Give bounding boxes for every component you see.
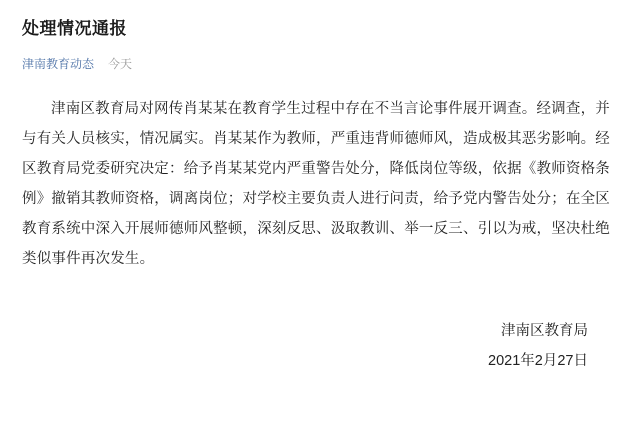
article-meta <box>22 56 610 72</box>
signature-date: 2021年2月27日 <box>488 353 588 369</box>
article-source-link[interactable]: 津南教育动态 <box>22 57 95 71</box>
page-title: 处理情况通报 <box>22 19 127 38</box>
article-timestamp: 今天 <box>108 57 133 71</box>
signature-block <box>22 316 610 376</box>
signature-organization: 津南区教育局 <box>501 323 588 339</box>
article-body: 津南区教育局对网传肖某某在教育学生过程中存在不当言论事件展开调查。经调查，并与有关人员核实，情况属实。肖某某作为教师，严重违背师德师风，造成极其恶劣影响。经区教育局党委研究决定：给予肖某某党内严重警告处分，降低岗位等级，依据《教师资格条例》撤销其教师资格，调离岗位；对学校主要负责人进行问责，给予党内警告处分；在全区教育系统中深入开展师德师风整顿，深刻反思、汲取教训、举一反三、引以为戒，坚决杜绝类似事件再次发生。 <box>22 101 610 267</box>
